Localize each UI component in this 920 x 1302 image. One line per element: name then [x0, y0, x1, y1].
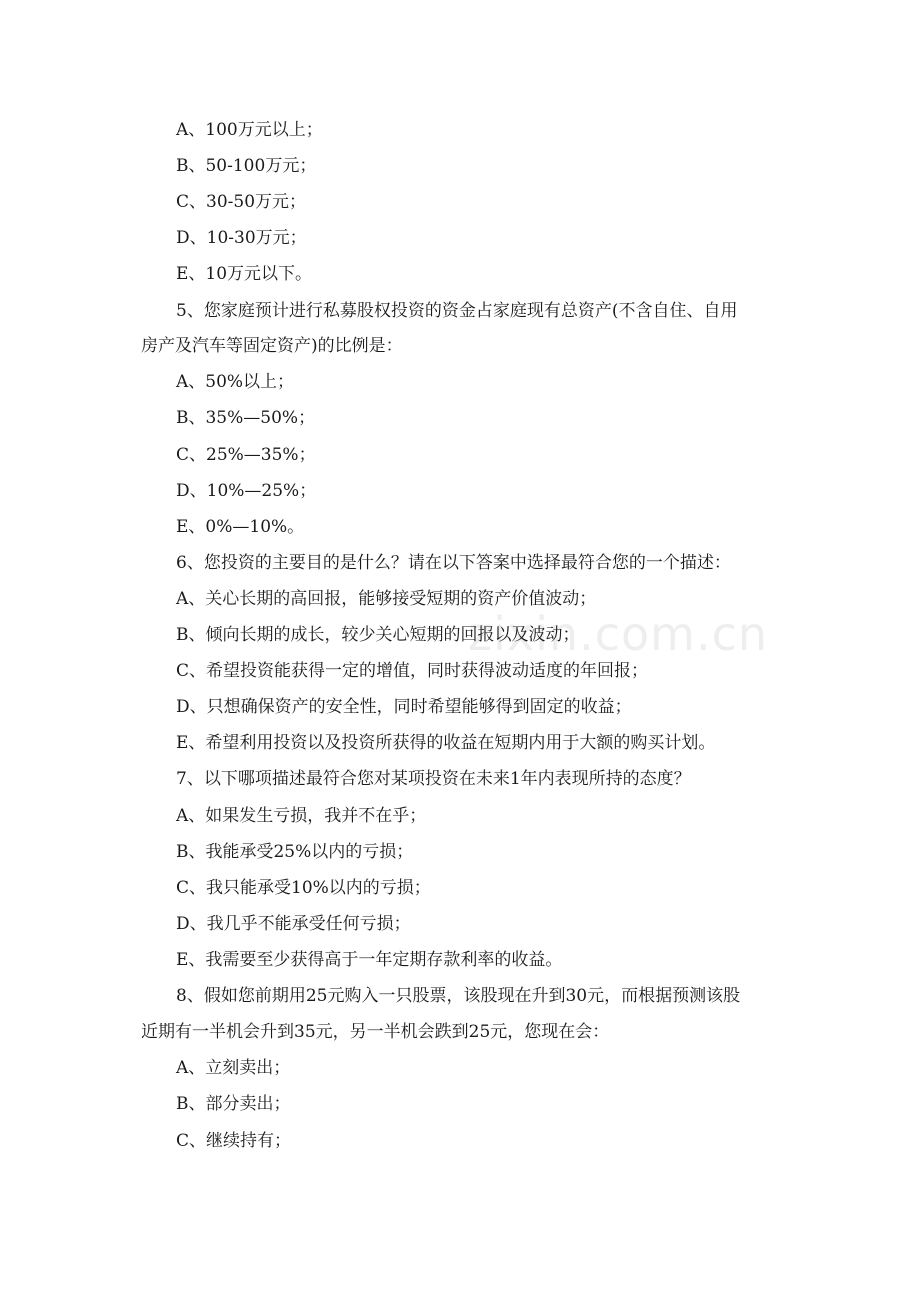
question-5-continuation: 房产及汽车等固定资产)的比例是：: [141, 336, 403, 356]
option-d-q7: D、我几乎不能承受任何亏损；: [176, 914, 411, 934]
question-6: 6、您投资的主要目的是什么？请在以下答案中选择最符合您的一个描述：: [176, 553, 731, 573]
option-c-q7: C、我只能承受10%以内的亏损；: [176, 878, 431, 898]
option-a-q5: A、50%以上；: [176, 372, 295, 392]
question-8: 8、假如您前期用25元购入一只股票，该股现在升到30元，而根据预测该股: [176, 986, 741, 1006]
option-a-q7: A、如果发生亏损，我并不在乎；: [176, 806, 427, 826]
question-8-continuation: 近期有一半机会升到35元，另一半机会跌到25元，您现在会：: [141, 1022, 610, 1042]
option-b-q7: B、我能承受25%以内的亏损；: [176, 842, 414, 862]
option-c-q8: C、继续持有；: [176, 1131, 292, 1151]
option-e-q6: E、希望利用投资以及投资所获得的收益在短期内用于大额的购买计划。: [176, 733, 716, 753]
option-d-q5: D、10%—25%；: [176, 481, 317, 501]
option-a-assets: A、100万元以上；: [176, 120, 323, 140]
option-b-assets: B、50-100万元；: [176, 156, 317, 176]
option-d-assets: D、10-30万元；: [176, 228, 307, 248]
option-b-q6: B、倾向长期的成长，较少关心短期的回报以及波动；: [176, 625, 580, 645]
option-b-q8: B、部分卖出；: [176, 1094, 291, 1114]
option-e-assets: E、10万元以下。: [176, 264, 313, 284]
option-c-q6: C、希望投资能获得一定的增值，同时获得波动适度的年回报；: [176, 661, 649, 681]
option-a-q8: A、立刻卖出；: [176, 1058, 291, 1078]
question-5: 5、您家庭预计进行私募股权投资的资金占家庭现有总资产(不含自住、自用: [176, 301, 738, 321]
question-7: 7、以下哪项描述最符合您对某项投资在未来1年内表现所持的态度？: [176, 769, 691, 789]
option-d-q6: D、只想确保资产的安全性，同时希望能够得到固定的收益；: [176, 697, 632, 717]
watermark: zixin.com.cn: [468, 607, 769, 661]
option-c-assets: C、30-50万元；: [176, 192, 307, 212]
option-b-q5: B、35%—50%；: [176, 408, 316, 428]
option-a-q6: A、关心长期的高回报，能够接受短期的资产价值波动；: [176, 589, 597, 609]
option-e-q7: E、我需要至少获得高于一年定期存款利率的收益。: [176, 950, 563, 970]
option-e-q5: E、0%—10%。: [176, 517, 305, 537]
option-c-q5: C、25%—35%；: [176, 445, 316, 465]
